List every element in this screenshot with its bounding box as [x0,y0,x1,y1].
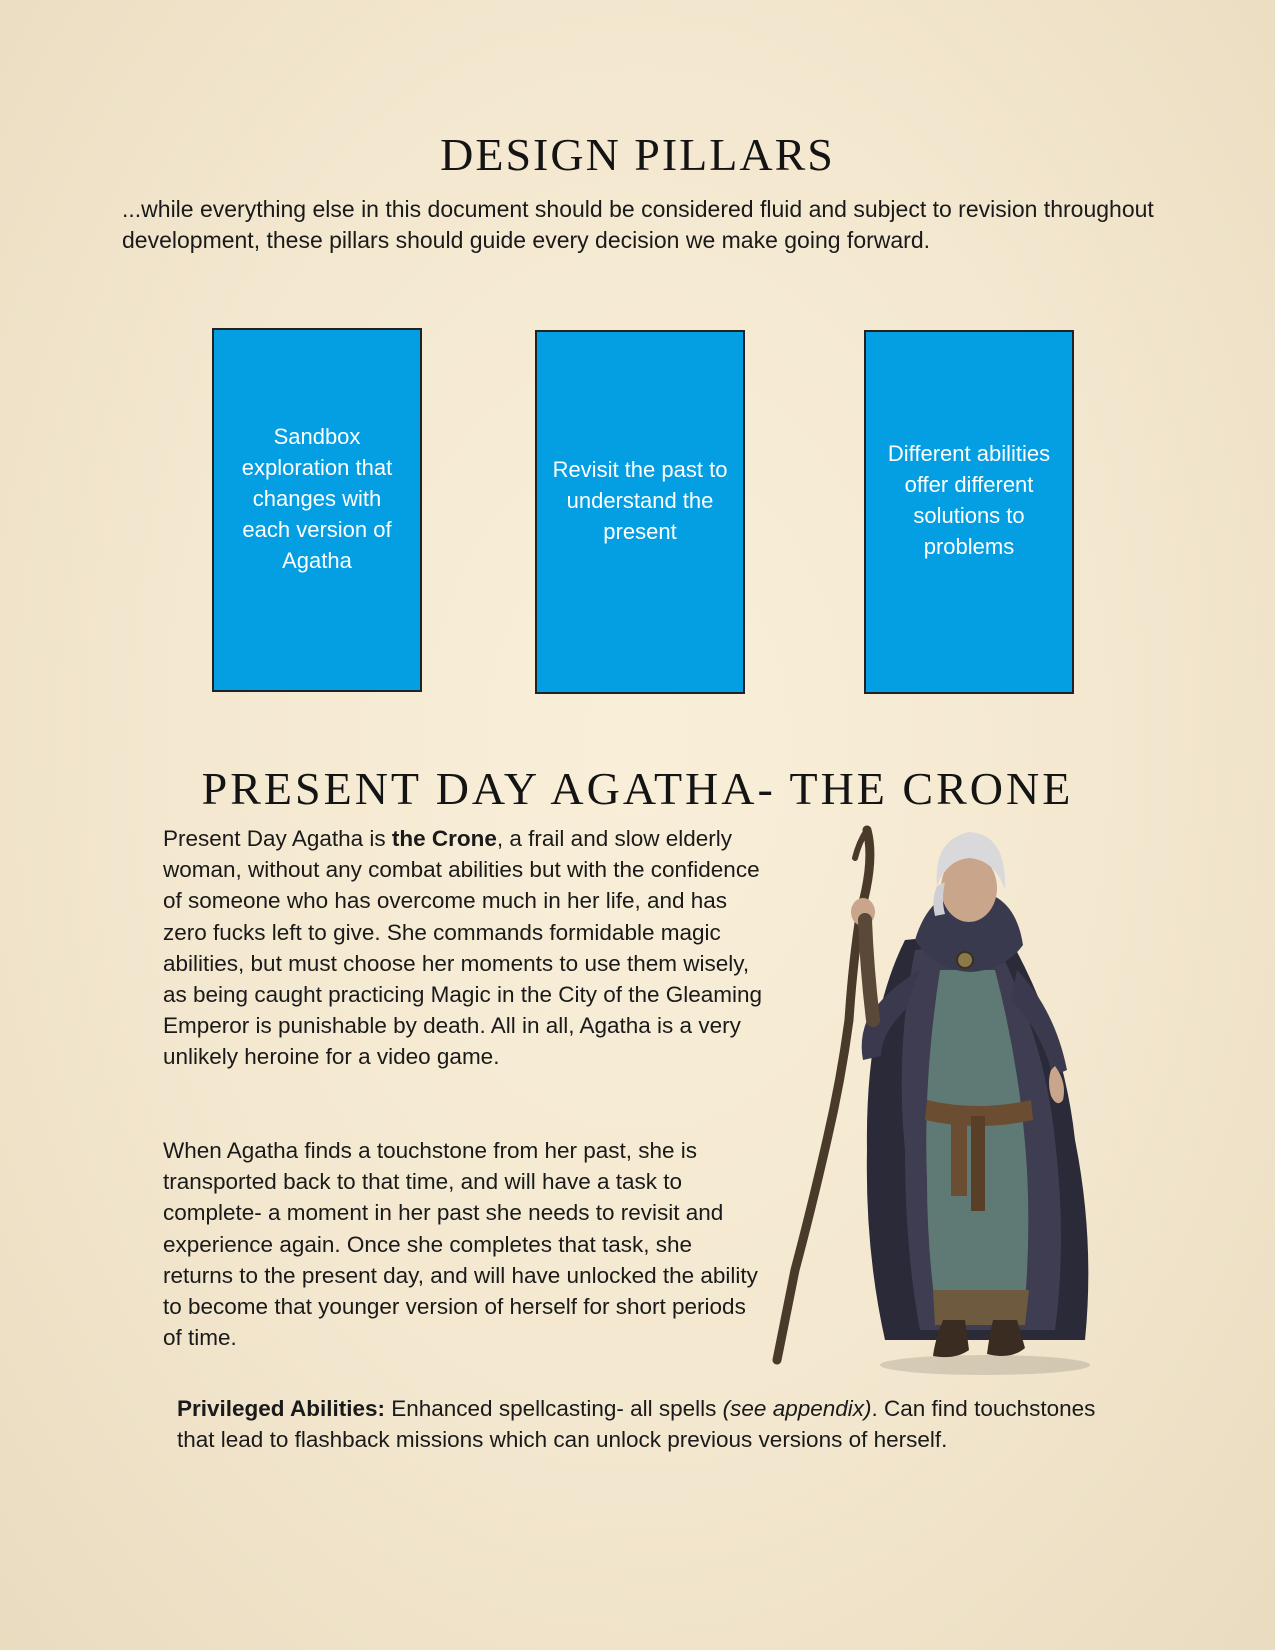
privileged-abilities-paragraph [177,1393,1107,1455]
pillar-card-revisit [535,330,745,694]
pillar-card-abilities [864,330,1074,694]
pillar-card-text: Sandbox exploration that changes with each version of Agatha [241,423,393,573]
privileged-text-1: Enhanced spellcasting- all spells [384,1396,723,1421]
para1-rest: , a frail and slow elderly woman, without any combat abilities but with the confidence of someone who has overcome much in her life, and has zero fucks left to give. She commands formidable magic abilities, but must choose her moments to use them wisely, as being caught practicing Magic in the City of the Gleaming Emperor is punishable by death. All in all, Agatha is a very unlikely heroine for a video game. [163,826,763,1070]
pillar-card-sandbox [212,328,422,692]
touchstone-paragraph: When Agatha finds a touchstone from her past, she is transported back to that time, and will have a task to complete- a moment in her past she needs to revisit and experience again. Once she completes that task, she returns to the present day, and will have unlocked the ability to become that younger version of herself for short periods of time. [163,1138,758,1351]
crone-section-title: PRESENT DAY AGATHA- THE CRONE [201,763,1074,814]
crone-bold-term: the Crone [391,826,497,851]
para1-prefix: Present Day Agatha is [163,826,392,851]
design-pillars-title: DESIGN PILLARS [440,129,835,180]
design-pillars-intro: ...while everything else in this document should be considered fluid and subject to revision throughout development, these pillars should guide every decision we make going forward. [122,196,1154,253]
crone-description-paragraph [163,823,763,1073]
privileged-abilities-label: Privileged Abilities: [177,1396,385,1421]
old-woman-with-staff-illustration [755,820,1135,1380]
pillar-card-text: Different abilities offer different solutions to problems [887,441,1051,559]
pillar-card-text: Revisit the past to understand the present [552,456,728,544]
privileged-text-2: . Can find touchstones that lead to flashback missions which can unlock previous versions of herself. [177,1396,1096,1453]
see-appendix-note: (see appendix) [722,1396,872,1421]
